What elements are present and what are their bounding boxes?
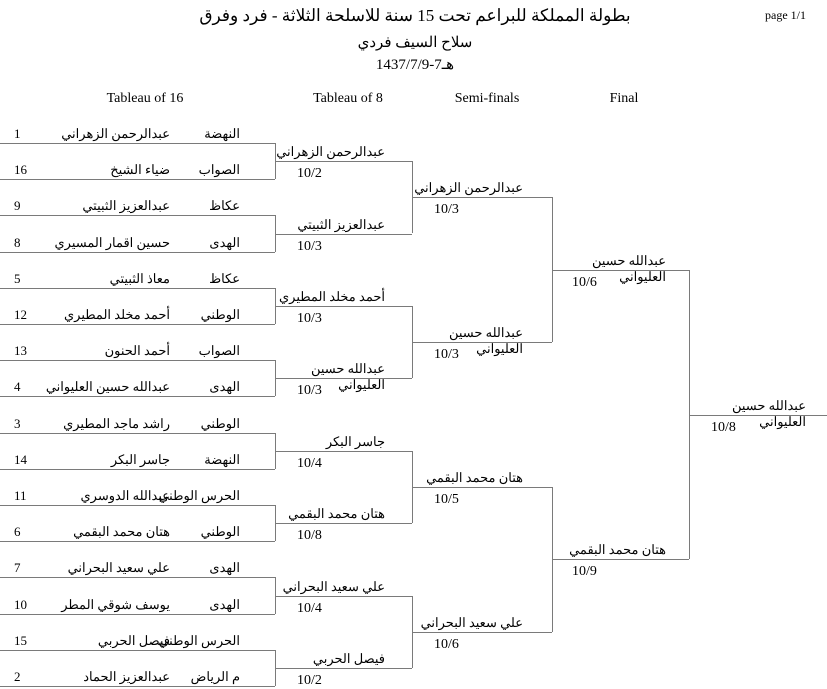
semifinal-line — [412, 632, 552, 633]
entrant-name: عبدالعزيز الثبيتي — [82, 198, 170, 214]
semifinal-winner-name: عبدالله حسين العليواني — [448, 325, 523, 357]
round8-line — [275, 668, 412, 669]
entrant-club: الهدى — [209, 379, 240, 395]
entrant-line — [0, 324, 275, 325]
entrant-seed: 9 — [14, 198, 21, 214]
entrant-line — [0, 469, 275, 470]
entrant-seed: 8 — [14, 234, 21, 250]
entrant-line — [0, 541, 275, 542]
entrant-club: الهدى — [209, 596, 240, 612]
entrant-line — [0, 577, 275, 578]
entrant-line — [0, 650, 275, 651]
entrant-club: الحرس الوطني — [158, 488, 240, 503]
column-header-final: Final — [609, 91, 639, 106]
page-number: page 1/1 — [765, 8, 806, 22]
entrant-seed: 6 — [14, 524, 21, 540]
round8-winner-name: عبدالرحمن الزهراني — [276, 144, 385, 160]
entrant-seed: 2 — [14, 669, 21, 684]
entrant-name: حسين اقمار المسيري — [54, 234, 170, 250]
round8-line — [275, 161, 412, 162]
round8-line — [275, 523, 412, 524]
entrant-name: هتان محمد البقمي — [73, 524, 170, 540]
entrant-name: عبدالعزيز الحماد — [83, 669, 170, 684]
entrant-club: الهدى — [209, 234, 240, 250]
semifinal-score: 10/3 — [434, 347, 459, 363]
entrant-name: راشد ماجد المطيري — [63, 415, 170, 431]
entrant-name: علي سعيد البحراني — [67, 560, 170, 576]
entrant-name: ضياء الشيخ — [110, 162, 170, 178]
round8-score: 10/2 — [297, 672, 322, 688]
entrant-seed: 14 — [14, 451, 27, 467]
final-score: 10/9 — [572, 564, 597, 580]
round8-score: 10/8 — [297, 528, 322, 544]
round8-winner-name: فيصل الحربي — [312, 650, 385, 666]
entrant-club: عكاظ — [209, 270, 240, 286]
entrant-club: الوطني — [200, 524, 240, 540]
entrant-seed: 7 — [14, 560, 21, 576]
round8-score: 10/3 — [297, 238, 322, 254]
entrant-seed: 10 — [14, 596, 27, 612]
final-score: 10/6 — [572, 274, 597, 290]
entrant-club: الصواب — [198, 162, 240, 178]
entrant-seed: 3 — [14, 415, 21, 431]
entrant-name: يوسف شوقي المطر — [61, 596, 170, 612]
entrant-name: فيصل الحربي — [97, 632, 170, 648]
round8-winner-name: أحمد مخلد المطيري — [279, 288, 385, 304]
round8-winner-name: عبدالعزيز الثبيتي — [297, 216, 385, 232]
round8-winner-name: جاسر البكر — [325, 433, 385, 449]
entrant-seed: 12 — [14, 307, 27, 322]
round8-line — [275, 596, 412, 597]
entrant-seed: 5 — [14, 270, 21, 286]
champion-name: عبدالله حسين العليواني — [731, 397, 806, 429]
page-date: 1437/7/9-7هـ — [375, 57, 455, 73]
entrant-name: عبدالله حسين العليواني — [45, 379, 170, 395]
entrant-line — [0, 179, 275, 180]
entrant-line — [0, 505, 275, 506]
entrant-club: الحرس الوطني — [158, 632, 240, 648]
column-header-tableau8: Tableau of 8 — [313, 91, 383, 106]
round8-line — [275, 234, 412, 235]
column-header-tableau16: Tableau of 16 — [106, 91, 184, 106]
round8-score: 10/3 — [297, 383, 322, 399]
round8-score: 10/3 — [297, 310, 322, 326]
final-winner-name: هتان محمد البقمي — [569, 542, 666, 558]
entrant-seed: 4 — [14, 379, 21, 395]
round8-winner-name: هتان محمد البقمي — [288, 506, 385, 522]
champion-score: 10/8 — [711, 419, 736, 435]
round8-line — [275, 451, 412, 452]
entrant-club: الوطني — [200, 307, 240, 322]
entrant-seed: 11 — [14, 488, 27, 503]
round8-winner-name: عبدالله حسين العليواني — [310, 361, 385, 393]
entrant-seed: 1 — [14, 126, 21, 141]
entrant-line — [0, 686, 275, 687]
entrant-line — [0, 396, 275, 397]
entrant-seed: 15 — [14, 632, 27, 648]
entrant-club: الصواب — [198, 343, 240, 359]
entrant-line — [0, 288, 275, 289]
round8-line — [275, 306, 412, 307]
semifinal-line — [412, 197, 552, 198]
page-subtitle: سلاح السيف فردي — [357, 35, 473, 51]
entrant-name: عبدالرحمن الزهراني — [61, 126, 170, 141]
entrant-line — [0, 433, 275, 434]
semifinal-score: 10/6 — [434, 636, 459, 652]
entrant-name: جاسر البكر — [110, 451, 170, 467]
semifinal-score: 10/3 — [434, 202, 459, 218]
entrant-seed: 13 — [14, 343, 27, 359]
entrant-club: الهدى — [209, 560, 240, 576]
entrant-club: الوطني — [200, 415, 240, 431]
entrant-club: النهضة — [204, 451, 240, 467]
entrant-name: عبدالله الدوسري — [80, 488, 170, 503]
final-line — [552, 559, 689, 560]
final-winner-name: عبدالله حسين العليواني — [591, 252, 666, 284]
round8-score: 10/4 — [297, 600, 322, 616]
entrant-line — [0, 215, 275, 216]
entrant-club: عكاظ — [209, 198, 240, 214]
semifinal-winner-name: هتان محمد البقمي — [426, 469, 523, 485]
semifinal-score: 10/5 — [434, 491, 459, 507]
page-title: بطولة المملكة للبراعم تحت 15 سنة للاسلحة الثلاثة - فرد وفرق — [199, 6, 631, 25]
column-header-semifinals: Semi-finals — [454, 91, 520, 106]
entrant-line — [0, 143, 275, 144]
round8-score: 10/4 — [297, 455, 322, 471]
entrant-line — [0, 252, 275, 253]
entrant-name: معاذ الثبيتي — [109, 270, 170, 286]
round8-winner-name: علي سعيد البحراني — [282, 578, 385, 594]
entrant-line — [0, 614, 275, 615]
semifinal-winner-name: علي سعيد البحراني — [420, 614, 523, 630]
entrant-name: أحمد الحنون — [104, 343, 170, 359]
entrant-name: أحمد مخلد المطيري — [64, 307, 170, 322]
semifinal-line — [412, 487, 552, 488]
entrant-club: النهضة — [204, 126, 240, 141]
round8-score: 10/2 — [297, 166, 322, 182]
semifinal-winner-name: عبدالرحمن الزهراني — [414, 180, 523, 196]
entrant-seed: 16 — [14, 162, 27, 178]
entrant-club: م الرياض — [190, 669, 240, 684]
entrant-line — [0, 360, 275, 361]
